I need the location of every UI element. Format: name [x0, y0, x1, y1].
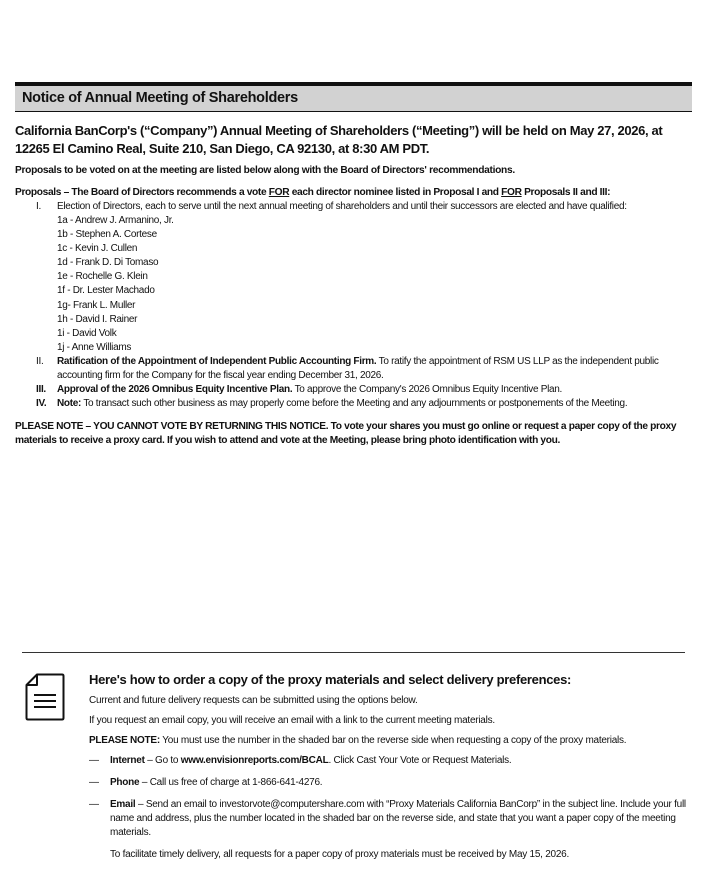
proposals-intro	[15, 187, 610, 198]
proposals-note: Proposals to be voted on at the meeting are listed below along with the Board of Directors' recommendations.	[15, 165, 515, 176]
proposal-list	[15, 200, 695, 411]
proposal-number: I.	[36, 201, 41, 212]
nominee-item: 1g- Frank L. Muller	[57, 299, 136, 311]
option-sep: – Go to	[144, 755, 181, 766]
proposal-3	[15, 383, 695, 397]
nominee-item: 1e - Rochelle G. Klein	[57, 271, 148, 283]
intro-for-2: FOR	[501, 187, 522, 198]
order-note	[89, 734, 694, 748]
dash-marker: —	[89, 777, 99, 788]
internet-link[interactable]: www.envisionreports.com/BCAL	[180, 755, 329, 766]
proposal-2	[15, 355, 695, 383]
option-email	[89, 798, 694, 840]
nominee-item: 1d - Frank D. Di Tomaso	[57, 257, 159, 269]
nominee-item: 1a - Andrew J. Armanino, Jr.	[57, 215, 174, 226]
proposal-text: To ratify the appointment of RSM US LLP as the independent public accounting firm for the Company for the fiscal year ending December 31, 2026.	[57, 355, 659, 381]
option-label: Phone	[110, 777, 140, 788]
proposal-text: To transact such other business as may properly come before the Meeting and any adjournments or postponements of the Meeting.	[81, 397, 628, 409]
nominee-item: 1i - David Volk	[57, 327, 117, 339]
option-rest: Call us free of charge at 1-866-641-4276.	[149, 777, 323, 788]
order-para-1: Current and future delivery requests can be submitted using the options below.	[89, 695, 418, 706]
proposal-number: III.	[36, 383, 46, 395]
nominee-item: 1c - Kevin J. Cullen	[57, 243, 138, 255]
proposal-title: Approval of the 2026 Omnibus Equity Incentive Plan.	[57, 383, 293, 395]
proposal-number: II.	[36, 355, 44, 367]
header-bar	[15, 86, 692, 112]
order-note-label: PLEASE NOTE:	[89, 735, 160, 746]
order-section	[89, 672, 694, 862]
order-heading: Here's how to order a copy of the proxy materials and select delivery preferences:	[89, 672, 572, 687]
nominee-list	[57, 214, 695, 355]
proposal-text: To approve the Company's 2026 Omnibus Equity Incentive Plan.	[292, 383, 563, 395]
option-internet	[89, 754, 694, 768]
order-note-text: You must use the number in the shaded bar on the reverse side when requesting a copy of the proxy materials.	[159, 735, 627, 746]
nominee-item: 1f - Dr. Lester Machado	[57, 285, 155, 297]
proposal-title: Ratification of the Appointment of Independent Public Accounting Firm.	[57, 355, 377, 367]
final-note: To facilitate timely delivery, all requests for a paper copy of proxy materials must be received by May 15, 2026.	[110, 849, 570, 860]
meeting-statement: California BanCorp's (“Company”) Annual Meeting of Shareholders (“Meeting”) will be held on May 27, 2026, at 12265 El Camino Real, Suite 210, San Diego, CA 92130, at 8:30 AM PDT.	[15, 123, 663, 156]
intro-for-1: FOR	[268, 187, 290, 198]
dash-marker: —	[89, 799, 99, 810]
intro-prefix: Proposals – The Board of Directors recommends a vote	[15, 187, 269, 198]
option-sep: –	[135, 799, 146, 810]
nominee-item: 1j - Anne Williams	[57, 341, 132, 353]
option-sep: –	[139, 777, 150, 788]
nominee-item: 1b - Stephen A. Cortese	[57, 229, 157, 241]
nominee-item: 1h - David I. Rainer	[57, 313, 138, 325]
option-rest: Send an email to investorvote@computershare.com with “Proxy Materials California BanCorp” in the subject line. Include your full name and address, plus the number located in the shaded bar on the reverse side, and state that you want a paper copy of the meeting materials.	[110, 799, 686, 838]
order-para-2: If you request an email copy, you will receive an email with a link to the current meeting materials.	[89, 715, 495, 726]
intro-mid: each director nominee listed in Proposal I and	[289, 187, 502, 198]
page-title: Notice of Annual Meeting of Shareholders	[22, 90, 298, 106]
dash-marker: —	[89, 755, 99, 766]
option-label: Email	[110, 799, 136, 810]
section-divider	[22, 652, 685, 653]
option-rest: . Click Cast Your Vote or Request Materials.	[328, 755, 512, 766]
proposal-title: Note:	[57, 397, 82, 409]
option-label: Internet	[110, 755, 145, 766]
proposal-text: Election of Directors, each to serve until the next annual meeting of shareholders and until their successors are elected and have qualified:	[57, 201, 627, 212]
proposal-4	[15, 397, 695, 411]
intro-suffix: Proposals II and III:	[521, 187, 611, 198]
option-phone	[89, 776, 694, 790]
document-icon	[25, 673, 65, 721]
proposal-1	[15, 200, 695, 214]
please-note: PLEASE NOTE – YOU CANNOT VOTE BY RETURNING THIS NOTICE. To vote your shares you must go online or request a paper copy of the proxy materials to receive a proxy card. If you wish to attend and vote at the Meeting, please bring photo identification with you.	[15, 421, 677, 446]
proposal-number: IV.	[36, 397, 47, 409]
